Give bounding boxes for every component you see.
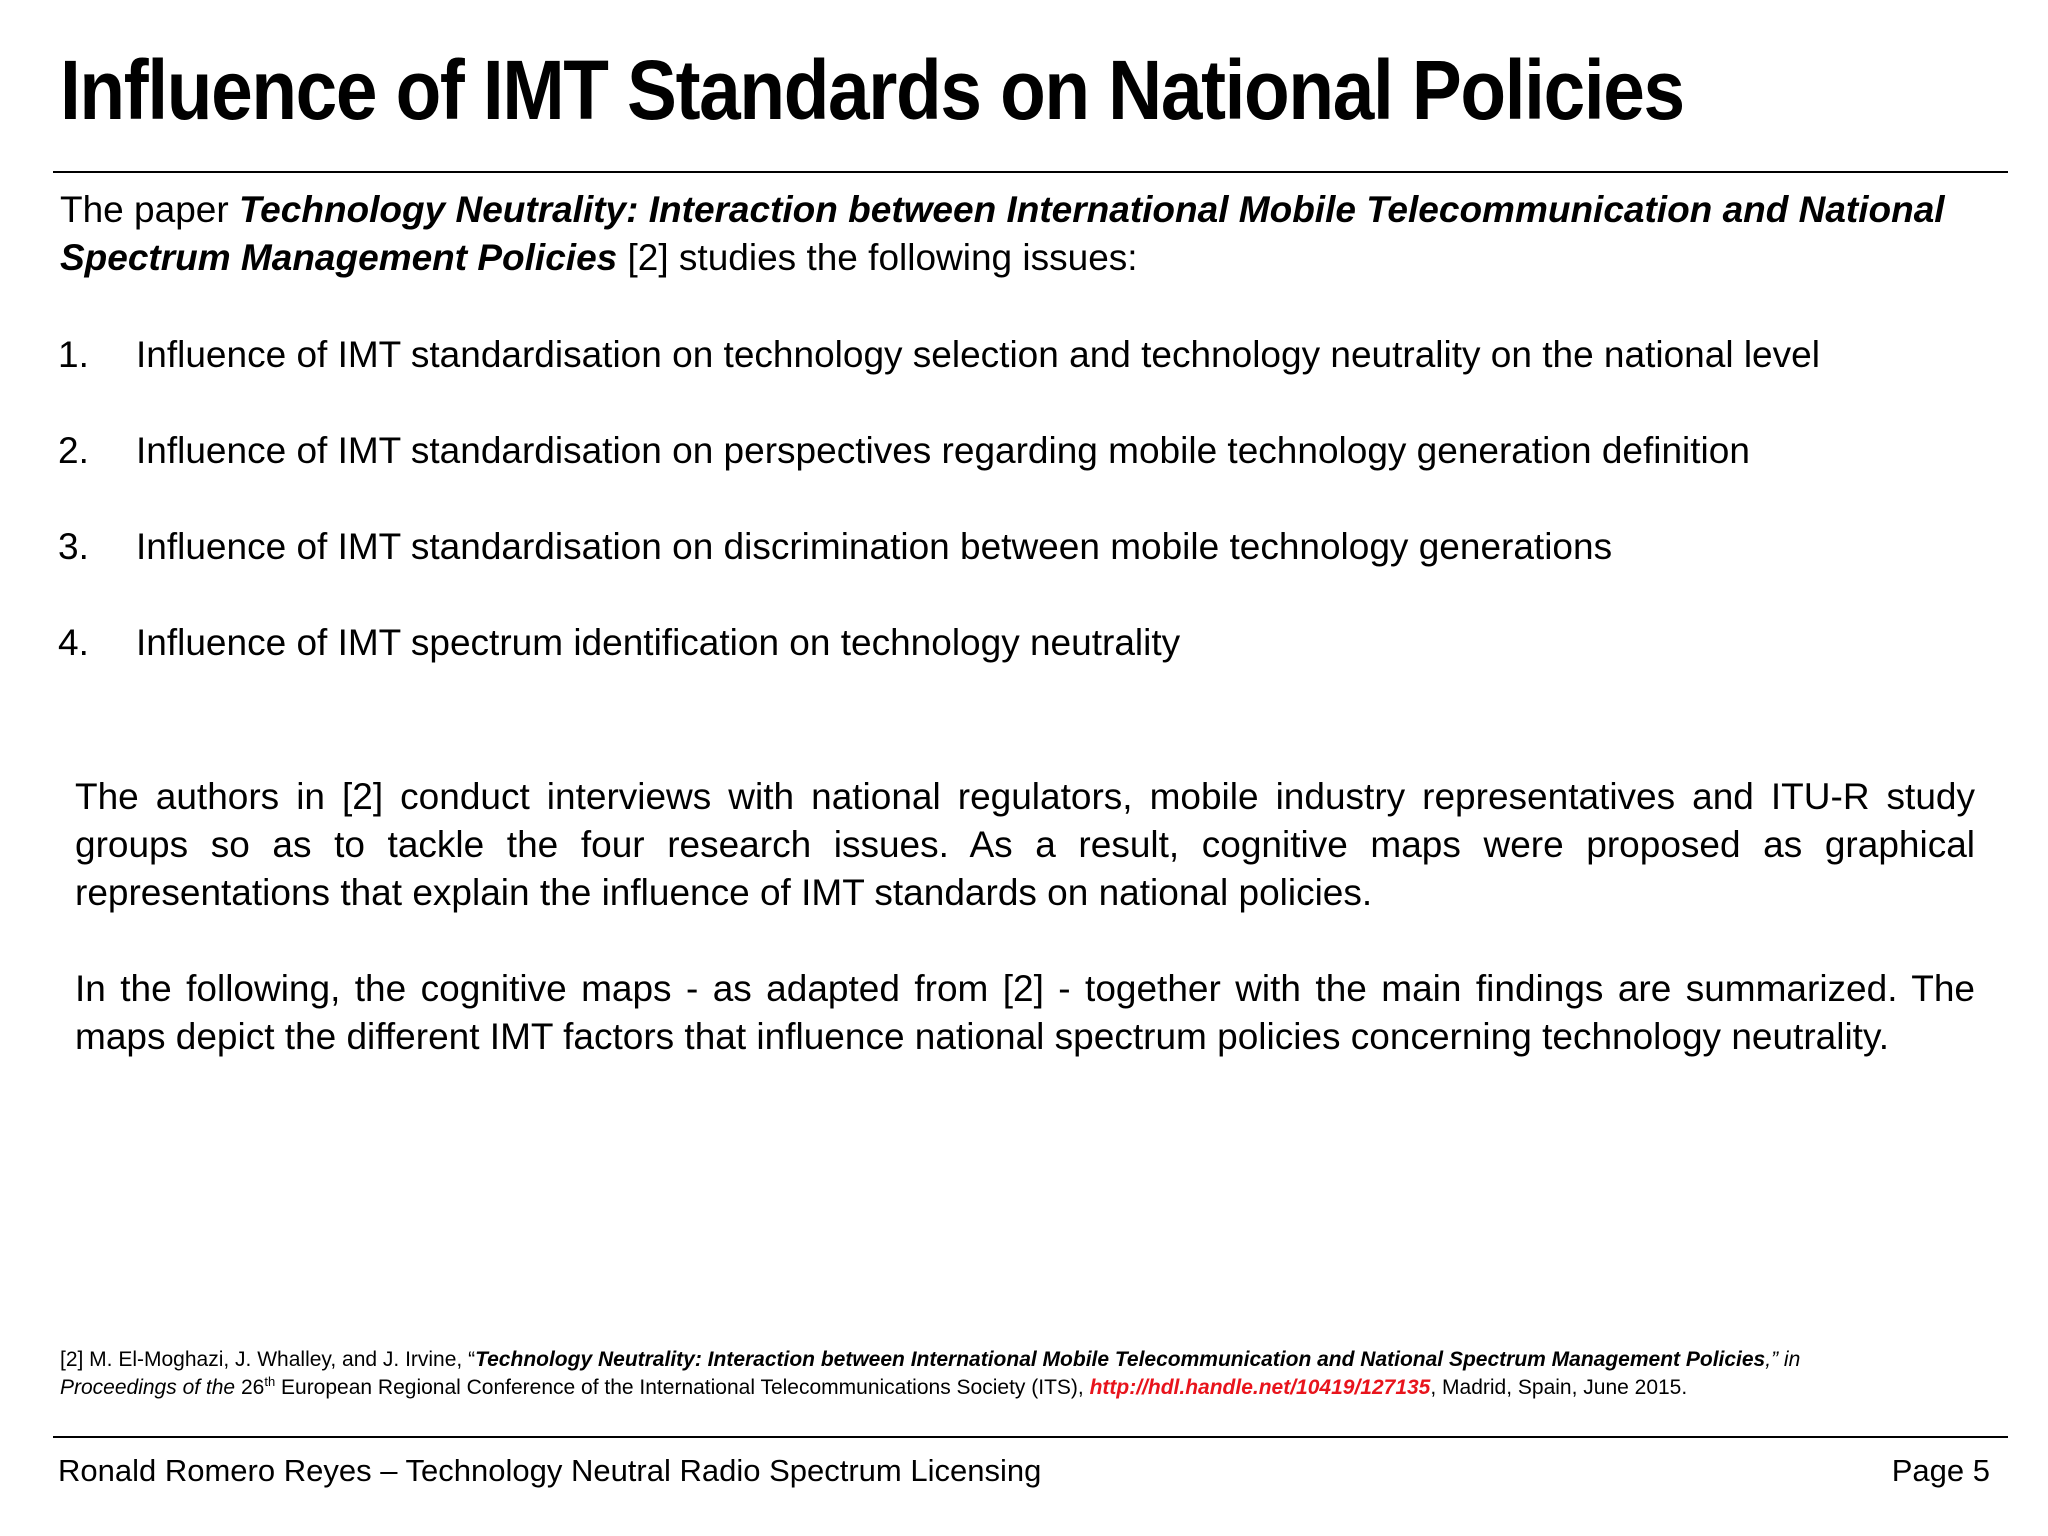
reference-ordinal-number: 26	[235, 1376, 265, 1399]
issue-text: Influence of IMT spectrum identification on technology neutrality	[136, 622, 1181, 663]
issue-text: Influence of IMT standardisation on discrimination between mobile technology generations	[136, 526, 1613, 567]
issue-item	[58, 331, 2008, 427]
slide-title: Influence of IMT Standards on National Policies	[60, 43, 1684, 137]
reference-authors: [2] M. El-Moghazi, J. Whalley, and J. Irvine, “	[60, 1348, 476, 1371]
reference-title: Technology Neutrality: Interaction between International Mobile Telecommunication and National Spectrum Management Policies	[475, 1348, 1766, 1371]
issue-number: 1.	[58, 334, 89, 375]
footer-divider	[53, 1436, 2008, 1438]
footer-author-title: Ronald Romero Reyes – Technology Neutral Radio Spectrum Licensing	[58, 1453, 1042, 1488]
body-paragraph-authors: The authors in [2] conduct interviews with national regulators, mobile industry representatives and ITU-R study groups so as to tackle the four research issues. As a result, cognitive maps were proposed as graphical representations that explain the influence of IMT standards on national policies.	[75, 776, 1975, 913]
issue-number: 4.	[58, 622, 89, 663]
issue-text: Influence of IMT standardisation on technology selection and technology neutrality on the national level	[136, 334, 1820, 375]
reference-tail: , Madrid, Spain, June 2015.	[1430, 1376, 1688, 1399]
reference-link[interactable]: http://hdl.handle.net/10419/127135	[1089, 1376, 1431, 1399]
issue-number: 3.	[58, 526, 89, 567]
issue-item	[58, 619, 2008, 715]
reference-title-close: ,” in	[1765, 1348, 1801, 1371]
title-divider	[53, 171, 2008, 173]
intro-prefix: The paper	[60, 189, 239, 230]
page-number: Page 5	[1891, 1453, 1990, 1488]
footer	[58, 1449, 1990, 1493]
paper-title: Technology Neutrality: Interaction between International Mobile Telecommunication and National Spectrum Management Policies	[60, 189, 1945, 278]
intro-suffix: [2] studies the following issues:	[617, 237, 1138, 278]
intro-paragraph	[60, 186, 2000, 282]
issue-text: Influence of IMT standardisation on perspectives regarding mobile technology generation definition	[136, 430, 1750, 471]
issue-item	[58, 427, 2008, 523]
reference-conference: European Regional Conference of the International Telecommunications Society (ITS),	[275, 1376, 1090, 1399]
reference-citation	[60, 1346, 2010, 1402]
reference-ordinal-suffix: th	[264, 1374, 276, 1389]
body-paragraph-maps: In the following, the cognitive maps - as adapted from [2] - together with the main findings are summarized. The maps depict the different IMT factors that influence national spectrum policies concerning technology neutrality.	[75, 968, 1975, 1057]
issue-item	[58, 523, 2008, 619]
issues-list	[58, 331, 2008, 715]
reference-proceedings: Proceedings of the	[60, 1376, 236, 1399]
issue-number: 2.	[58, 430, 89, 471]
